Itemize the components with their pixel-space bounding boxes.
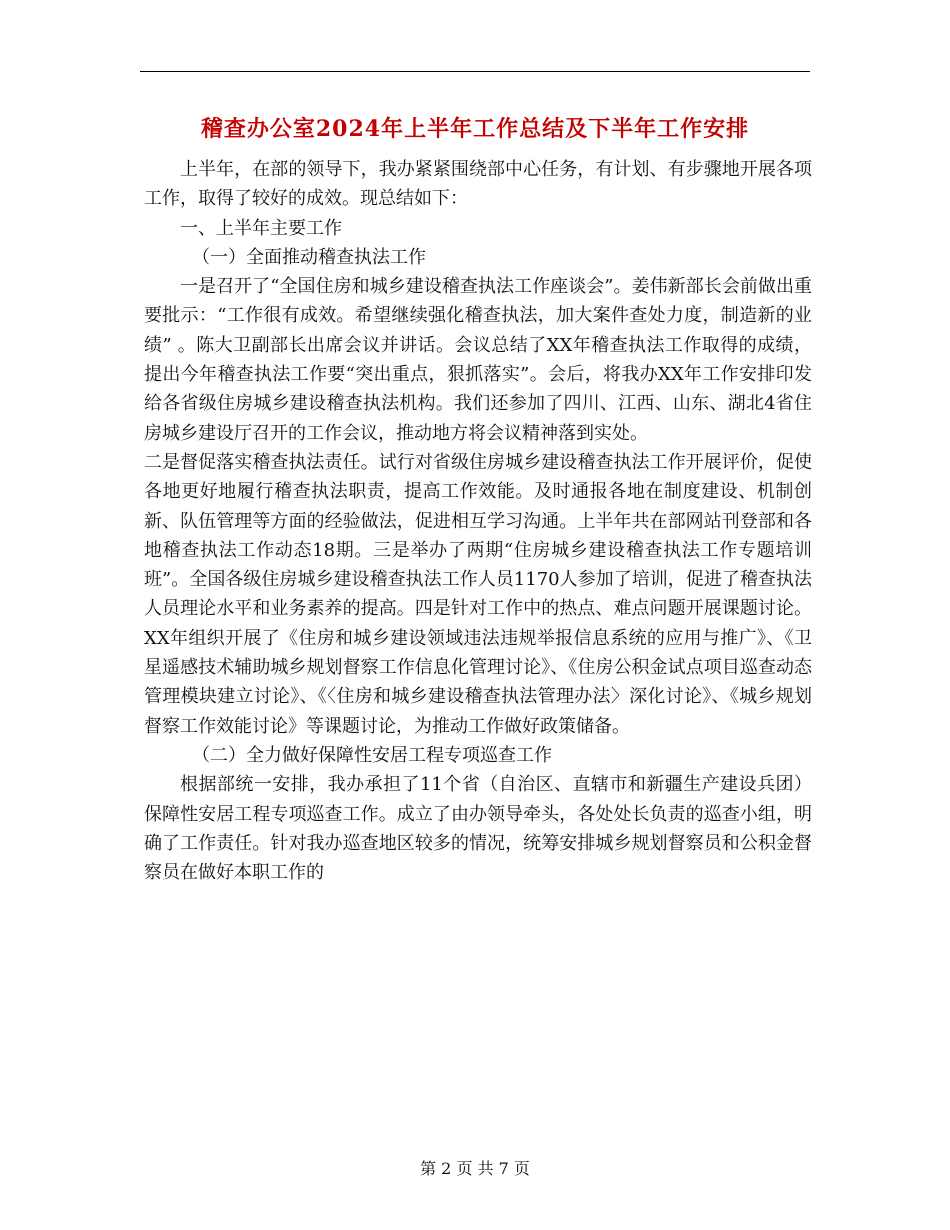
heading-subsection-2: （二）全力做好保障性安居工程专项巡查工作 [192,744,552,766]
page-number-footer: 第 2 页 共 7 页 [420,1159,530,1178]
heading-subsection-1: （一）全面推动稽查执法工作 [192,246,426,268]
paragraph-body: 根据部统一安排，我办承担了11个省（自治区、直辖市和新疆生产建设兵团）保障性安居工程专项巡查工作。成立了由办领导牵头，各处处长负责的巡查小组，明确了工作责任。针对我办巡查地区较多的情况，统筹安排城乡规划督察员和公积金督察员在做好本职工作的 [144,774,812,884]
paragraph-body: 二是督促落实稽查执法责任。试行对省级住房城乡建设稽查执法工作开展评价，促使各地更好地履行稽查执法职责，提高工作效能。及时通报各地在制度建设、机制创新、队伍管理等方面的经验做法，促进相互学习沟通。上半年共在部网站刊登部和各地稽查执法工作动态18期。三是举办了两期“住房城乡建设稽查执法工作专题培训班”。全国各级住房城乡建设稽查执法工作人员1170人参加了培训，促进了稽查执法人员理论水平和业务素养的提高。四是针对工作中的热点、难点问题开展课题讨论。XX年组织开展了《住房和城乡建设领域违法违规举报信息系统的应用与推广》、《卫星遥感技术辅助城乡规划督察工作信息化管理讨论》、《住房公积金试点项目巡查动态管理模块建立讨论》、《〈住房和城乡建设稽查执法管理办法〉深化讨论》、《城乡规划督察工作效能讨论》等课题讨论，为推动工作做好政策储备。 [144,451,812,737]
document-body [144,155,812,887]
header-rule [140,71,810,72]
heading-section-1: 一、上半年主要工作 [180,217,342,239]
document-title: 稽查办公室2024年上半年工作总结及下半年工作安排 [200,116,750,142]
paragraph-body: 一是召开了“全国住房和城乡建设稽查执法工作座谈会”。姜伟新部长会前做出重要批示：“工作很有成效。希望继续强化稽查执法，加大案件查处力度，制造新的业绩” 。陈大卫副部长出席会议并讲话。会议总结了XX年稽查执法工作取得的成绩，提出今年稽查执法工作要“突出重点，狠抓落实”。会后，将我办XX年工作安排印发给各省级住房城乡建设稽查执法机构。我们还参加了四川、江西、山东、湖北4省住房城乡建设厅召开的工作会议，推动地方将会议精神落到实处。 [144,276,812,444]
paragraph-intro: 上半年，在部的领导下，我办紧紧围绕部中心任务，有计划、有步骤地开展各项工作，取得了较好的成效。现总结如下： [144,159,812,210]
